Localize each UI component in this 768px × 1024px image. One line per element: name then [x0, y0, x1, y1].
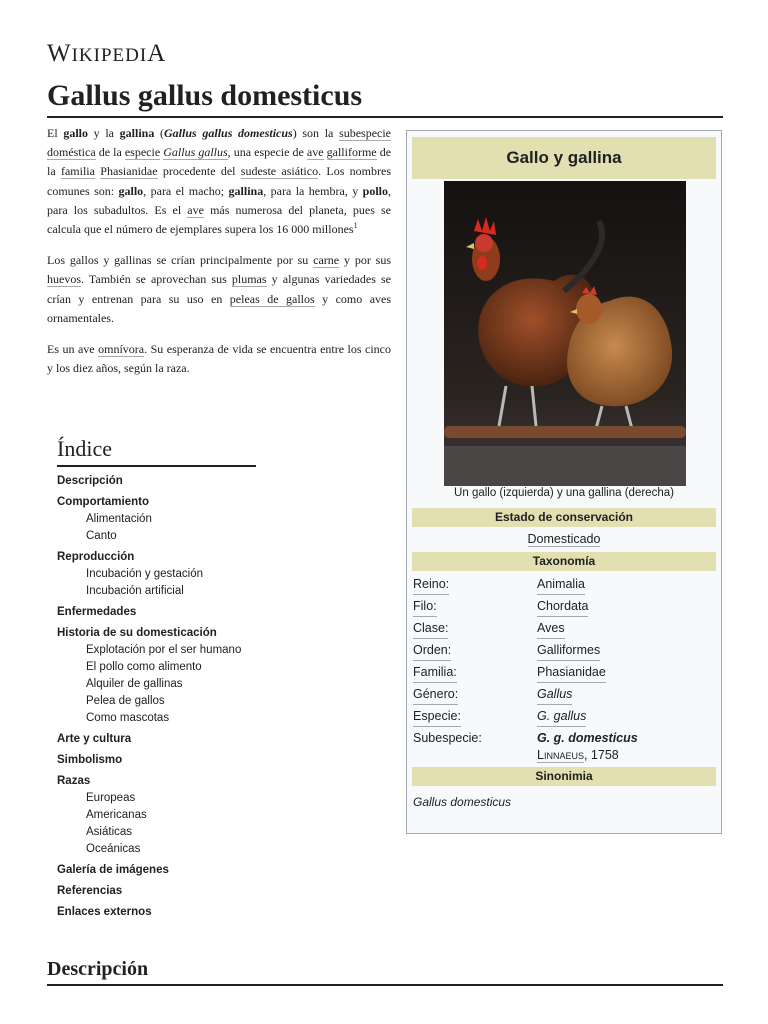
taxonomy-rank[interactable]: Género:	[413, 684, 458, 705]
wikipedia-logo[interactable]	[47, 40, 166, 68]
link-ave-2[interactable]: ave	[187, 202, 204, 217]
taxonomy-value[interactable]: G. gallus	[537, 706, 586, 727]
synonymy-header: Sinonimia	[412, 767, 716, 786]
taxonomy-row	[413, 618, 713, 638]
taxonomy-rank[interactable]: Especie:	[413, 706, 461, 727]
section-heading-descripcion: Descripción	[47, 958, 723, 986]
page-title: Gallus gallus domesticus	[47, 78, 723, 118]
toc-item[interactable]: Descripción	[57, 475, 123, 487]
rooster-and-hen-photo[interactable]	[444, 181, 686, 486]
photo-caption: Un gallo (izquierda) y una gallina (derecha)	[454, 487, 674, 499]
toc-item[interactable]: Enfermedades	[57, 606, 137, 618]
toc-list	[57, 473, 387, 921]
toc-subitem[interactable]: Explotación por el ser humano	[86, 644, 242, 656]
toc-item[interactable]: Reproducción	[57, 551, 135, 563]
link-domestica[interactable]: doméstica	[47, 145, 96, 160]
toc-item[interactable]: Simbolismo	[57, 754, 123, 766]
taxonomy-rank[interactable]: Filo:	[413, 596, 437, 617]
taxonomy-rank[interactable]: Reino:	[413, 574, 449, 595]
toc-item[interactable]: Historia de su domesticación	[57, 627, 217, 639]
toc-subitem[interactable]: Canto	[86, 530, 117, 542]
conservation-status-value	[412, 532, 716, 546]
toc-subitem[interactable]: Incubación artificial	[86, 585, 184, 597]
infobox	[406, 130, 722, 834]
link-peleas-de-gallos[interactable]: peleas de gallos	[229, 291, 315, 306]
toc-subitem[interactable]: Incubación y gestación	[86, 568, 203, 580]
synonym: Gallus domesticus	[413, 795, 512, 809]
link-gallus-gallus[interactable]: Gallus gallus	[163, 145, 228, 160]
taxonomy-value[interactable]: Aves	[537, 618, 565, 639]
toc-subitem[interactable]: Europeas	[86, 792, 136, 804]
taxonomy-row	[413, 640, 713, 660]
link-especie[interactable]: especie	[124, 145, 161, 160]
taxonomy-value[interactable]: Galliformes	[537, 640, 600, 661]
taxonomy-value[interactable]: Gallus	[537, 684, 572, 705]
intro-paragraph-2: Los gallos y gallinas se crían principalmente por su carne y por sus huevos. También se aprovechan sus plumas y algunas variedades se crían y entrenan para su uso en peleas de gallos y como aves ornamentales.	[47, 253, 392, 325]
link-plumas[interactable]: plumas	[231, 272, 267, 287]
link-domesticado[interactable]: Domesticado	[527, 532, 601, 546]
toc-subitem[interactable]: Alimentación	[86, 513, 152, 525]
taxonomy-rank[interactable]: Familia:	[413, 662, 457, 683]
intro-paragraph-3: Es un ave omnívora. Su esperanza de vida se encuentra entre los cinco y los diez años, según la raza.	[47, 342, 392, 376]
link-galliforme[interactable]: galliforme	[326, 145, 377, 160]
link-omnivora[interactable]: omnívora	[98, 342, 145, 357]
toc-item[interactable]: Galería de imágenes	[57, 864, 169, 876]
infobox-title: Gallo y gallina	[412, 137, 716, 179]
taxonomy-row	[413, 684, 713, 704]
logo-letters-middle: IKIPEDI	[71, 45, 148, 66]
taxonomy-value[interactable]: Phasianidae	[537, 662, 606, 683]
toc-subitem[interactable]: Americanas	[86, 809, 147, 821]
logo-letter-a: A	[147, 40, 167, 67]
taxonomy-value[interactable]: Chordata	[537, 596, 588, 617]
conservation-status-header: Estado de conservación	[412, 508, 716, 527]
article-intro	[47, 124, 391, 390]
toc-item[interactable]: Razas	[57, 775, 91, 787]
toc-title: Índice	[57, 436, 256, 467]
link-subespecie[interactable]: subespecie	[339, 126, 392, 140]
authority-row	[413, 745, 713, 765]
link-linnaeus[interactable]: Linnaeus	[537, 748, 584, 762]
link-carne[interactable]: carne	[313, 253, 340, 268]
photo-illustration	[444, 181, 686, 486]
link-sudeste-asiatico[interactable]: sudeste asiático	[240, 164, 319, 179]
taxonomy-row	[413, 706, 713, 726]
taxonomy-row	[413, 662, 713, 682]
taxonomy-rank[interactable]: Orden:	[413, 640, 451, 661]
link-familia[interactable]: familia	[60, 164, 95, 179]
toc-subitem[interactable]: Pelea de gallos	[86, 695, 165, 707]
intro-paragraph-1: El gallo y la gallina (Gallus gallus domesticus) son la subespecie doméstica de la especie Gallus gallus, una especie de ave galliforme de la familia Phasianidae procedente del sudeste asiático. Los nombres comunes son: gallo, para el macho; gallina, para la hembra, y pollo, para los subadultos. Es el ave más numerosa del planeta, pues se calcula que el número de ejemplares supera los 16 000 millones$^1$	[47, 126, 392, 237]
taxonomy-value[interactable]: Animalia	[537, 574, 585, 595]
taxonomy-row	[413, 596, 713, 616]
toc-subitem[interactable]: Como mascotas	[86, 712, 170, 724]
toc-item[interactable]: Arte y cultura	[57, 733, 132, 745]
link-ave[interactable]: ave	[306, 145, 324, 160]
table-of-contents	[57, 436, 387, 921]
taxonomy-rank: Subespecie:	[413, 731, 482, 745]
toc-item[interactable]: Referencias	[57, 885, 123, 897]
taxonomy-row	[413, 574, 713, 594]
toc-item[interactable]: Comportamiento	[57, 496, 149, 508]
taxonomy-header: Taxonomía	[412, 552, 716, 571]
link-huevos[interactable]: huevos	[47, 272, 81, 287]
toc-subitem[interactable]: Alquiler de gallinas	[86, 678, 183, 690]
taxonomy-value: G. g. domesticus	[537, 731, 638, 745]
link-phasianidae[interactable]: Phasianidae	[100, 164, 158, 179]
reference-1[interactable]: 1	[353, 221, 358, 231]
toc-item[interactable]: Enlaces externos	[57, 906, 152, 918]
toc-subitem[interactable]: Asiáticas	[86, 826, 133, 838]
authority: Linnaeus, 1758	[537, 748, 619, 762]
logo-letter-w: W	[47, 40, 72, 67]
toc-subitem[interactable]: Oceánicas	[86, 843, 141, 855]
toc-subitem[interactable]: El pollo como alimento	[86, 661, 202, 673]
taxonomy-rank[interactable]: Clase:	[413, 618, 448, 639]
